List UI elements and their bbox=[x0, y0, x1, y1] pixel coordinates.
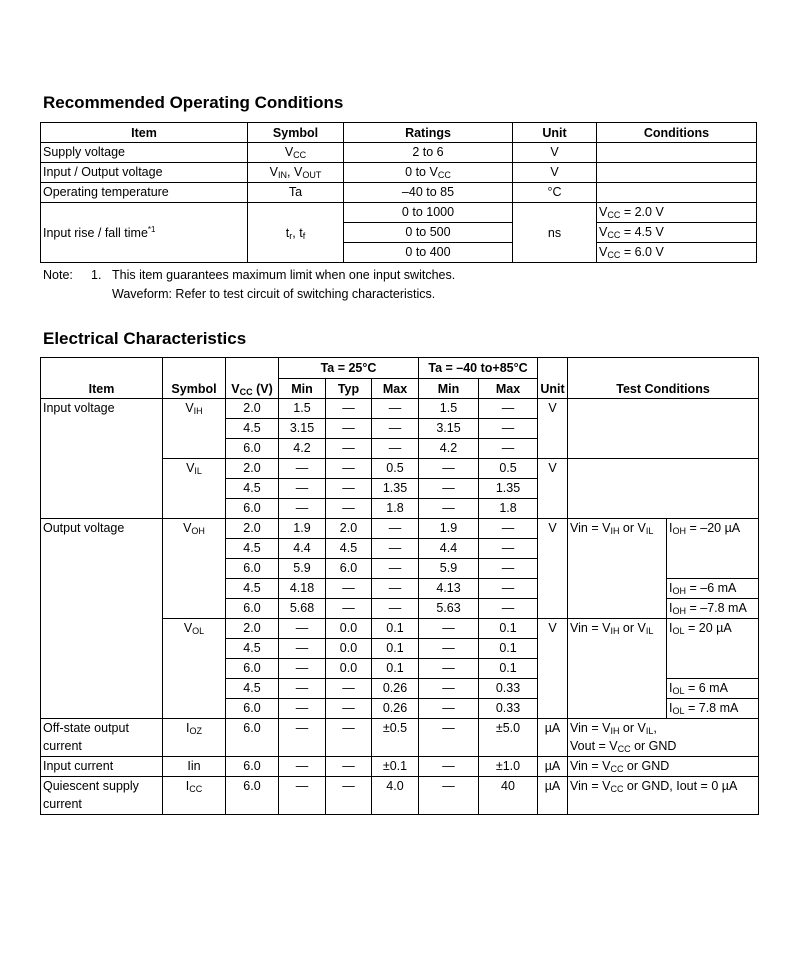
table-row bbox=[41, 163, 757, 183]
typ-cell: — bbox=[326, 579, 372, 599]
conditions-cell bbox=[597, 223, 757, 243]
vcc-cell: 4.5 bbox=[226, 479, 279, 499]
subscript: CC bbox=[607, 230, 621, 240]
subscript: IL bbox=[645, 726, 654, 736]
symbol-cell: Ta bbox=[248, 183, 344, 203]
vcc-cell: 6.0 bbox=[226, 699, 279, 719]
subscript: IH bbox=[610, 526, 620, 536]
text-segment: t bbox=[285, 225, 290, 240]
max2-cell: 0.1 bbox=[479, 659, 538, 679]
conditions-cell bbox=[597, 163, 757, 183]
vcc-cell: 6.0 bbox=[226, 659, 279, 679]
typ-cell: — bbox=[326, 777, 372, 815]
min2-cell: 3.15 bbox=[419, 419, 479, 439]
footnote bbox=[43, 266, 455, 304]
item-cell bbox=[41, 203, 248, 263]
typ-cell: 0.0 bbox=[326, 639, 372, 659]
vcc-cell: 6.0 bbox=[226, 439, 279, 459]
min-cell: 5.68 bbox=[279, 599, 326, 619]
typ-cell: 0.0 bbox=[326, 619, 372, 639]
max2-cell: ±1.0 bbox=[479, 757, 538, 777]
conditions-cell bbox=[597, 183, 757, 203]
unit-cell: V bbox=[538, 519, 568, 619]
item-cell: Input current bbox=[41, 757, 163, 777]
text-segment: V bbox=[284, 145, 294, 159]
test-conditions-current-cell bbox=[667, 679, 759, 699]
test-conditions-cell bbox=[568, 757, 759, 777]
vcc-cell: 4.5 bbox=[226, 539, 279, 559]
min-cell: 3.15 bbox=[279, 419, 326, 439]
item-cell: Quiescent supply current bbox=[41, 777, 163, 815]
text-segment: or V bbox=[619, 721, 646, 735]
conditions-cell bbox=[597, 203, 757, 223]
symbol-cell bbox=[163, 719, 226, 757]
typ-cell: — bbox=[326, 679, 372, 699]
unit-cell: V bbox=[538, 619, 568, 719]
min2-cell: — bbox=[419, 679, 479, 699]
vcc-cell: 2.0 bbox=[226, 619, 279, 639]
max-cell: — bbox=[372, 399, 419, 419]
text-segment: I bbox=[669, 621, 673, 635]
vcc-cell: 2.0 bbox=[226, 519, 279, 539]
text-segment: I bbox=[669, 601, 673, 615]
min-cell: — bbox=[279, 679, 326, 699]
text-segment: or GND bbox=[623, 759, 670, 773]
condition-line bbox=[570, 757, 756, 775]
table-row bbox=[41, 143, 757, 163]
subscript: IL bbox=[194, 466, 202, 476]
subscript: OUT bbox=[302, 170, 322, 180]
text-segment: I bbox=[185, 779, 190, 793]
text-segment: Vin = V bbox=[570, 521, 611, 535]
text-segment: = 20 µA bbox=[684, 621, 732, 635]
typ-cell: 0.0 bbox=[326, 659, 372, 679]
condition-line bbox=[570, 719, 756, 737]
min2-cell: — bbox=[419, 719, 479, 757]
test-conditions-cell bbox=[568, 777, 759, 815]
vcc-cell: 6.0 bbox=[226, 499, 279, 519]
subscript: OL bbox=[672, 626, 685, 636]
max-cell: — bbox=[372, 599, 419, 619]
subscript: r bbox=[289, 230, 293, 241]
vcc-cell: 6.0 bbox=[226, 757, 279, 777]
max-cell: 0.26 bbox=[372, 679, 419, 699]
max-cell: — bbox=[372, 559, 419, 579]
text-segment: V bbox=[599, 225, 608, 239]
recommended-title: Recommended Operating Conditions bbox=[43, 93, 344, 112]
symbol-cell: Iin bbox=[163, 757, 226, 777]
text-segment: = 7.8 mA bbox=[684, 701, 739, 715]
typ-cell: — bbox=[326, 499, 372, 519]
min-cell: — bbox=[279, 699, 326, 719]
subscript: OL bbox=[672, 686, 685, 696]
min2-cell: — bbox=[419, 499, 479, 519]
text-segment: Vout = V bbox=[570, 739, 618, 753]
symbol-cell bbox=[163, 399, 226, 459]
min-cell: — bbox=[279, 459, 326, 479]
text-segment: = 2.0 V bbox=[620, 205, 664, 219]
item-cell: Input voltage bbox=[41, 399, 163, 519]
vcc-cell: 6.0 bbox=[226, 777, 279, 815]
subscript: OH bbox=[672, 526, 686, 536]
test-conditions-cell bbox=[568, 399, 759, 459]
text-segment: = 6 mA bbox=[684, 681, 728, 695]
item-cell: Supply voltage bbox=[41, 143, 248, 163]
vcc-cell: 4.5 bbox=[226, 579, 279, 599]
min2-cell: — bbox=[419, 777, 479, 815]
min-cell: 1.9 bbox=[279, 519, 326, 539]
symbol-cell bbox=[248, 203, 344, 263]
max2-cell: — bbox=[479, 439, 538, 459]
header-typ: Typ bbox=[326, 379, 372, 399]
item-label: Input rise / fall time bbox=[43, 225, 148, 240]
vcc-cell: 6.0 bbox=[226, 599, 279, 619]
min2-cell: 4.13 bbox=[419, 579, 479, 599]
conditions-cell bbox=[597, 143, 757, 163]
symbol-cell bbox=[163, 777, 226, 815]
test-conditions-input-cell bbox=[568, 619, 667, 719]
text-segment: = 4.5 V bbox=[620, 225, 664, 239]
note-label: Note: bbox=[43, 268, 73, 282]
vcc-cell: 4.5 bbox=[226, 419, 279, 439]
ratings-cell: 2 to 6 bbox=[344, 143, 513, 163]
header-max-range: Max bbox=[479, 379, 538, 399]
ratings-cell: 0 to 1000 bbox=[344, 203, 513, 223]
max2-cell: 0.1 bbox=[479, 619, 538, 639]
min-cell: — bbox=[279, 757, 326, 777]
typ-cell: — bbox=[326, 419, 372, 439]
text-segment: I bbox=[669, 521, 673, 535]
min-cell: — bbox=[279, 777, 326, 815]
max2-cell: — bbox=[479, 519, 538, 539]
symbol-cell bbox=[248, 143, 344, 163]
max2-cell: 0.33 bbox=[479, 699, 538, 719]
min-cell: — bbox=[279, 479, 326, 499]
text-segment: (V) bbox=[252, 382, 273, 396]
test-conditions-input-cell bbox=[568, 519, 667, 619]
max2-cell: 1.8 bbox=[479, 499, 538, 519]
unit-cell: V bbox=[513, 143, 597, 163]
subscript: CC bbox=[610, 784, 624, 794]
max-cell: — bbox=[372, 519, 419, 539]
subscript: IH bbox=[610, 626, 620, 636]
max2-cell: 0.33 bbox=[479, 679, 538, 699]
header-max: Max bbox=[372, 379, 419, 399]
unit-cell: °C bbox=[513, 183, 597, 203]
header-ratings: Ratings bbox=[344, 123, 513, 143]
typ-cell: 2.0 bbox=[326, 519, 372, 539]
subscript: f bbox=[302, 230, 306, 241]
text-segment: I bbox=[669, 681, 673, 695]
header-ta-range: Ta = –40 to+85°C bbox=[419, 358, 538, 379]
table-row bbox=[41, 757, 759, 777]
max-cell: 0.1 bbox=[372, 659, 419, 679]
subscript: CC bbox=[607, 210, 621, 220]
subscript: CC bbox=[607, 250, 621, 260]
vcc-cell: 4.5 bbox=[226, 679, 279, 699]
min2-cell: — bbox=[419, 459, 479, 479]
typ-cell: — bbox=[326, 599, 372, 619]
item-cell: Input / Output voltage bbox=[41, 163, 248, 183]
header-item: Item bbox=[41, 358, 163, 399]
text-segment: V bbox=[185, 401, 194, 415]
max-cell: 0.5 bbox=[372, 459, 419, 479]
subscript: OZ bbox=[189, 726, 202, 736]
table-row bbox=[41, 519, 759, 539]
min2-cell: 1.9 bbox=[419, 519, 479, 539]
header-row bbox=[41, 358, 759, 379]
text-segment: V bbox=[183, 521, 192, 535]
header-unit: Unit bbox=[538, 358, 568, 399]
min-cell: 4.18 bbox=[279, 579, 326, 599]
min-cell: 4.2 bbox=[279, 439, 326, 459]
min-cell: — bbox=[279, 719, 326, 757]
text-segment: V bbox=[186, 461, 195, 475]
unit-cell: V bbox=[538, 399, 568, 459]
text-segment: or V bbox=[619, 521, 646, 535]
max2-cell: 40 bbox=[479, 777, 538, 815]
subscript: CC bbox=[437, 170, 451, 180]
subscript: OL bbox=[192, 626, 205, 636]
max2-cell: 0.1 bbox=[479, 639, 538, 659]
max2-cell: — bbox=[479, 599, 538, 619]
footnote-marker: *1 bbox=[147, 224, 156, 234]
text-segment: V bbox=[599, 245, 608, 259]
min2-cell: — bbox=[419, 479, 479, 499]
subscript: CC bbox=[617, 744, 631, 754]
max-cell: — bbox=[372, 579, 419, 599]
vcc-cell: 2.0 bbox=[226, 399, 279, 419]
item-cell: Off-state output current bbox=[41, 719, 163, 757]
vcc-cell: 4.5 bbox=[226, 639, 279, 659]
max2-cell: — bbox=[479, 419, 538, 439]
electrical-characteristics-table bbox=[40, 357, 759, 815]
text-segment: V bbox=[183, 621, 193, 635]
min-cell: 5.9 bbox=[279, 559, 326, 579]
test-conditions-cell bbox=[568, 459, 759, 519]
typ-cell: — bbox=[326, 439, 372, 459]
text-segment: V bbox=[269, 165, 279, 179]
header-item: Item bbox=[41, 123, 248, 143]
subscript: OH bbox=[672, 586, 686, 596]
ratings-cell: –40 to 85 bbox=[344, 183, 513, 203]
test-conditions-cell bbox=[568, 719, 759, 757]
subscript: CC bbox=[239, 387, 253, 397]
subscript: CC bbox=[293, 150, 307, 160]
text-segment: , t bbox=[292, 225, 303, 240]
max2-cell: 1.35 bbox=[479, 479, 538, 499]
condition-line bbox=[570, 737, 756, 755]
table-row bbox=[41, 203, 757, 223]
item-cell: Output voltage bbox=[41, 519, 163, 719]
test-conditions-current-cell bbox=[667, 519, 759, 579]
header-vcc bbox=[226, 358, 279, 399]
unit-cell: ns bbox=[513, 203, 597, 263]
ratings-cell: 0 to 400 bbox=[344, 243, 513, 263]
test-conditions-current-cell bbox=[667, 579, 759, 599]
test-conditions-current-cell bbox=[667, 619, 759, 679]
text-segment: V bbox=[599, 205, 608, 219]
table-row bbox=[41, 719, 759, 757]
subscript: OH bbox=[191, 526, 205, 536]
ratings-cell: 0 to 500 bbox=[344, 223, 513, 243]
max2-cell: — bbox=[479, 539, 538, 559]
table-row bbox=[41, 399, 759, 419]
max-cell: 4.0 bbox=[372, 777, 419, 815]
typ-cell: — bbox=[326, 719, 372, 757]
typ-cell: — bbox=[326, 479, 372, 499]
max-cell: 0.1 bbox=[372, 619, 419, 639]
max-cell: 1.35 bbox=[372, 479, 419, 499]
vcc-cell: 6.0 bbox=[226, 559, 279, 579]
max-cell: 0.1 bbox=[372, 639, 419, 659]
text-segment: Vin = V bbox=[570, 621, 611, 635]
recommended-conditions-table bbox=[40, 122, 757, 263]
max-cell: 0.26 bbox=[372, 699, 419, 719]
condition-line bbox=[570, 777, 756, 795]
typ-cell: 6.0 bbox=[326, 559, 372, 579]
min2-cell: — bbox=[419, 699, 479, 719]
min-cell: — bbox=[279, 659, 326, 679]
min-cell: 1.5 bbox=[279, 399, 326, 419]
typ-cell: — bbox=[326, 699, 372, 719]
text-segment: I bbox=[669, 701, 673, 715]
text-segment: , V bbox=[287, 165, 303, 179]
text-segment: I bbox=[186, 721, 190, 735]
text-segment: , bbox=[653, 721, 657, 735]
text-segment: Vin = V bbox=[570, 721, 611, 735]
min2-cell: — bbox=[419, 639, 479, 659]
table-row bbox=[41, 777, 759, 815]
subscript: IL bbox=[645, 526, 654, 536]
header-min-range: Min bbox=[419, 379, 479, 399]
text-segment: = 6.0 V bbox=[620, 245, 664, 259]
note-line: This item guarantees maximum limit when one input switches. bbox=[112, 268, 456, 282]
symbol-cell bbox=[248, 163, 344, 183]
symbol-cell bbox=[163, 459, 226, 519]
subscript: IH bbox=[193, 406, 203, 416]
text-segment: = –6 mA bbox=[686, 581, 737, 595]
unit-cell: V bbox=[538, 459, 568, 519]
max-cell: ±0.5 bbox=[372, 719, 419, 757]
vcc-cell: 2.0 bbox=[226, 459, 279, 479]
max2-cell: — bbox=[479, 579, 538, 599]
min2-cell: 5.63 bbox=[419, 599, 479, 619]
typ-cell: — bbox=[326, 399, 372, 419]
item-cell: Operating temperature bbox=[41, 183, 248, 203]
unit-cell: µA bbox=[538, 757, 568, 777]
max-cell: — bbox=[372, 439, 419, 459]
text-segment: V bbox=[231, 382, 240, 396]
typ-cell: — bbox=[326, 459, 372, 479]
conditions-cell bbox=[597, 243, 757, 263]
min-cell: 4.4 bbox=[279, 539, 326, 559]
max2-cell: — bbox=[479, 399, 538, 419]
min-cell: — bbox=[279, 619, 326, 639]
typ-cell: 4.5 bbox=[326, 539, 372, 559]
electrical-title: Electrical Characteristics bbox=[43, 329, 247, 348]
text-segment: Vin = V bbox=[570, 759, 611, 773]
max-cell: — bbox=[372, 539, 419, 559]
text-segment: Vin = V bbox=[570, 779, 611, 793]
header-min: Min bbox=[279, 379, 326, 399]
min2-cell: — bbox=[419, 659, 479, 679]
max2-cell: 0.5 bbox=[479, 459, 538, 479]
text-segment: or V bbox=[619, 621, 646, 635]
text-segment: or GND bbox=[630, 739, 677, 753]
max2-cell: — bbox=[479, 559, 538, 579]
header-symbol: Symbol bbox=[163, 358, 226, 399]
min2-cell: 5.9 bbox=[419, 559, 479, 579]
header-symbol: Symbol bbox=[248, 123, 344, 143]
min-cell: — bbox=[279, 639, 326, 659]
min2-cell: 4.4 bbox=[419, 539, 479, 559]
vcc-cell: 6.0 bbox=[226, 719, 279, 757]
subscript: OH bbox=[672, 606, 686, 616]
text-segment: I bbox=[669, 581, 673, 595]
header-unit: Unit bbox=[513, 123, 597, 143]
table-row bbox=[41, 183, 757, 203]
unit-cell: V bbox=[513, 163, 597, 183]
min2-cell: — bbox=[419, 619, 479, 639]
max-cell: ±0.1 bbox=[372, 757, 419, 777]
symbol-cell bbox=[163, 519, 226, 619]
unit-cell: µA bbox=[538, 719, 568, 757]
header-conditions: Conditions bbox=[597, 123, 757, 143]
max2-cell: ±5.0 bbox=[479, 719, 538, 757]
max-cell: — bbox=[372, 419, 419, 439]
min2-cell: — bbox=[419, 757, 479, 777]
text-segment: = –20 µA bbox=[686, 521, 741, 535]
subscript: IL bbox=[645, 626, 654, 636]
header-ta-25: Ta = 25°C bbox=[279, 358, 419, 379]
text-segment: 0 to V bbox=[405, 165, 438, 179]
test-conditions-current-cell bbox=[667, 599, 759, 619]
min2-cell: 1.5 bbox=[419, 399, 479, 419]
subscript: CC bbox=[189, 784, 203, 794]
note-line: Waveform: Refer to test circuit of switching characteristics. bbox=[112, 287, 436, 301]
subscript: OL bbox=[672, 706, 685, 716]
text-segment: or GND, Iout = 0 µA bbox=[623, 779, 738, 793]
ratings-cell bbox=[344, 163, 513, 183]
test-conditions-current-cell bbox=[667, 699, 759, 719]
max-cell: 1.8 bbox=[372, 499, 419, 519]
unit-cell: µA bbox=[538, 777, 568, 815]
min2-cell: 4.2 bbox=[419, 439, 479, 459]
typ-cell: — bbox=[326, 757, 372, 777]
text-segment: = –7.8 mA bbox=[686, 601, 747, 615]
min-cell: — bbox=[279, 499, 326, 519]
header-row bbox=[41, 123, 757, 143]
subscript: CC bbox=[610, 764, 624, 774]
header-test-conditions: Test Conditions bbox=[568, 358, 759, 399]
symbol-cell bbox=[163, 619, 226, 719]
note-number: 1. bbox=[91, 268, 102, 282]
subscript: IH bbox=[610, 726, 620, 736]
subscript: IN bbox=[278, 170, 288, 180]
